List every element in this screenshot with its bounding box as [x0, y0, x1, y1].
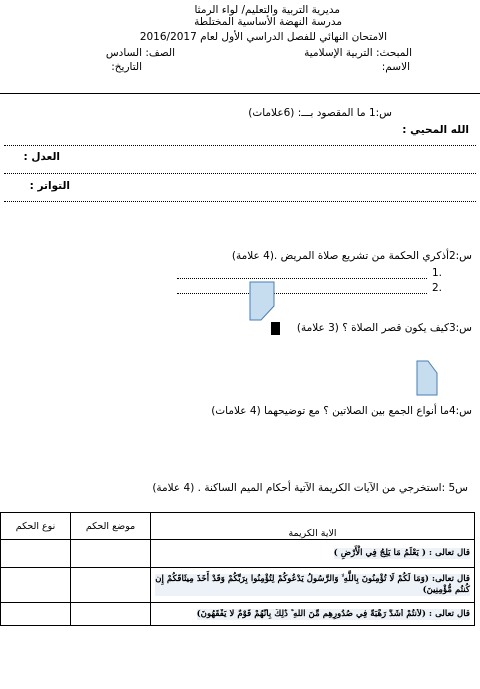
- answer-line: [177, 278, 427, 279]
- q1-term-tawatur: التواتر :: [29, 180, 70, 192]
- verse-cell: قال تعالى : ( يَعْلَمُ مَا يَلِجُ فِي الْأَرْضِ ): [151, 540, 475, 568]
- date-label: التاريخ:: [111, 61, 142, 73]
- subject-label: المبحث: التربية الإسلامية: [304, 47, 412, 59]
- q1-term-adl: العدل :: [23, 151, 60, 163]
- answer-line: [4, 173, 476, 174]
- header-ruling-position: موضع الحكم: [71, 513, 151, 540]
- q5-title: س5 :استخرجي من الآيات الكريمة الآتية أحكام الميم الساكنة . (4 علامة): [152, 482, 468, 494]
- answer-line: [4, 201, 476, 202]
- q4-title: س:4ما أنواع الجمع بين الصلاتين ؟ مع توضيحهما (4 علامات): [211, 405, 472, 417]
- school-title: مدرسة النهضة الأساسية المختلطة: [194, 16, 342, 28]
- verse-cell: قال تعالى : (لَأَنتُمْ أَشَدُّ رَهْبَةً فِي صُدُورِهِم مِّنَ اللَّهِ ۚ ذَٰلِكَ بِأَنَّهُمْ قَوْمٌ لَّا يَفْقَهُونَ): [151, 603, 475, 626]
- header-verse: الاية الكريمة: [151, 513, 475, 540]
- answer-cell[interactable]: [71, 603, 151, 626]
- black-square-marker: [271, 322, 280, 335]
- folded-page-shape: [416, 360, 438, 396]
- answer-cell[interactable]: [71, 540, 151, 568]
- header-divider: [0, 93, 480, 94]
- q2-item-1: 1.: [432, 267, 443, 279]
- grade-label: الصف: السادس: [105, 47, 175, 59]
- answer-line: [4, 145, 476, 146]
- rulings-table: [0, 512, 475, 626]
- verse-cell: قال تعالى: (وَمَا لَكُمْ لَا تُؤْمِنُونَ بِاللَّهِ ۙ وَالرَّسُولُ يَدْعُوكُمْ لِتُؤْمِنُوا بِرَبِّكُمْ وَقَدْ أَخَذَ مِيثَاقَكُمْ إِن كُنتُم مُّؤْمِنِينَ): [151, 568, 475, 603]
- q2-title: س:2أذكري الحكمة من تشريع صلاة المريض .(4 علامة): [231, 250, 472, 262]
- answer-cell[interactable]: [1, 540, 71, 568]
- directorate-title: مديرية التربية والتعليم/ لواء الرمثا: [194, 4, 340, 16]
- answer-line: [177, 293, 427, 294]
- folded-page-shape: [249, 281, 275, 321]
- header-ruling-type: نوع الحكم: [1, 513, 71, 540]
- answer-cell[interactable]: [1, 603, 71, 626]
- exam-title: الامتحان النهائي للفصل الدراسي الأول لعام 2016/2017: [139, 31, 387, 43]
- q3-title: س:3كيف يكون قصر الصلاة ؟ (3 علامة): [296, 322, 472, 334]
- q2-item-2: 2.: [432, 282, 443, 294]
- answer-cell[interactable]: [71, 568, 151, 603]
- q1-title: س:1 ما المقصود بـــ: (6علامات): [248, 107, 392, 119]
- q1-term-allah-almuhyi: الله المحيي :: [402, 124, 469, 136]
- answer-cell[interactable]: [1, 568, 71, 603]
- name-label: الاسم:: [381, 61, 410, 73]
